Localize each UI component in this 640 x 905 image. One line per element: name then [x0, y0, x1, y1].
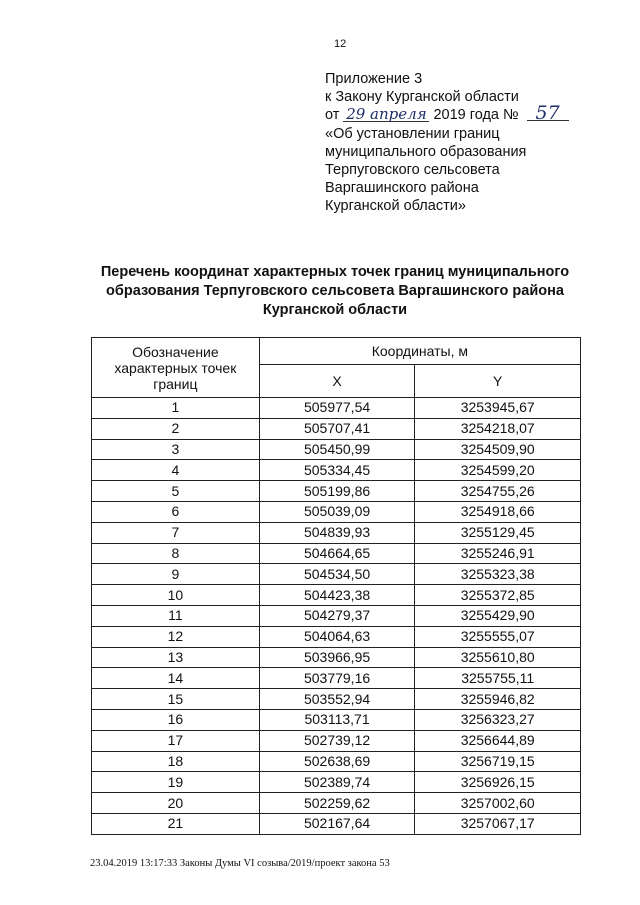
- appendix-header: [325, 70, 605, 216]
- table-row: [92, 439, 581, 460]
- cell-point-number: 19: [92, 772, 260, 793]
- appendix-law-title-4: Варгашинского района: [325, 180, 479, 197]
- cell-y: 3256926,15: [415, 772, 581, 793]
- cell-y: 3255429,90: [415, 605, 581, 626]
- cell-y: 3255323,38: [415, 564, 581, 585]
- table-row: [92, 647, 581, 668]
- table-row: [92, 626, 581, 647]
- cell-y: 3255246,91: [415, 543, 581, 564]
- cell-y: 3254218,07: [415, 418, 581, 439]
- cell-x: 502259,62: [259, 793, 415, 814]
- cell-y: 3255946,82: [415, 689, 581, 710]
- header-coordinates: Координаты, м: [259, 338, 580, 365]
- cell-x: 504423,38: [259, 585, 415, 606]
- appendix-law-ref: к Закону Курганской области: [325, 89, 519, 106]
- table-row: [92, 585, 581, 606]
- table-row: [92, 730, 581, 751]
- table-row: [92, 460, 581, 481]
- cell-y: 3255755,11: [415, 668, 581, 689]
- cell-point-number: 16: [92, 709, 260, 730]
- cell-y: 3257067,17: [415, 813, 581, 834]
- cell-x: 503966,95: [259, 647, 415, 668]
- cell-y: 3254918,66: [415, 501, 581, 522]
- cell-point-number: 12: [92, 626, 260, 647]
- cell-y: 3256323,27: [415, 709, 581, 730]
- cell-y: 3254599,20: [415, 460, 581, 481]
- header-y: Y: [415, 365, 581, 398]
- table-row: [92, 751, 581, 772]
- cell-x: 503779,16: [259, 668, 415, 689]
- coordinates-table: [91, 337, 581, 835]
- cell-point-number: 7: [92, 522, 260, 543]
- cell-point-number: 18: [92, 751, 260, 772]
- table-row: [92, 481, 581, 502]
- cell-x: 505334,45: [259, 460, 415, 481]
- appendix-law-title-5: Курганской области»: [325, 198, 466, 215]
- cell-x: 502389,74: [259, 772, 415, 793]
- appendix-title: Приложение 3: [325, 71, 423, 87]
- cell-point-number: 15: [92, 689, 260, 710]
- table-row: [92, 709, 581, 730]
- table-row: [92, 605, 581, 626]
- table-row: [92, 689, 581, 710]
- cell-y: 3254509,90: [415, 439, 581, 460]
- cell-y: 3255372,85: [415, 585, 581, 606]
- cell-x: 504664,65: [259, 543, 415, 564]
- cell-x: 504534,50: [259, 564, 415, 585]
- cell-point-number: 10: [92, 585, 260, 606]
- cell-x: 505450,99: [259, 439, 415, 460]
- cell-point-number: 11: [92, 605, 260, 626]
- cell-point-number: 5: [92, 481, 260, 502]
- cell-y: 3256719,15: [415, 751, 581, 772]
- table-row: [92, 543, 581, 564]
- cell-point-number: 1: [92, 398, 260, 419]
- handwritten-date: 29 апреля: [343, 107, 429, 122]
- table-row: [92, 522, 581, 543]
- cell-y: 3255129,45: [415, 522, 581, 543]
- cell-x: 505707,41: [259, 418, 415, 439]
- table-row: [92, 501, 581, 522]
- appendix-date-line: [325, 102, 605, 125]
- cell-x: 502638,69: [259, 751, 415, 772]
- cell-point-number: 17: [92, 730, 260, 751]
- cell-point-number: 20: [92, 793, 260, 814]
- cell-y: 3254755,26: [415, 481, 581, 502]
- cell-point-number: 21: [92, 813, 260, 834]
- cell-point-number: 3: [92, 439, 260, 460]
- cell-y: 3257002,60: [415, 793, 581, 814]
- cell-y: 3256644,89: [415, 730, 581, 751]
- date-prefix: от: [325, 107, 340, 124]
- appendix-law-title-3: Терпуговского сельсовета: [325, 162, 500, 179]
- title-line-1: Перечень координат характерных точек границ муниципального: [100, 264, 570, 280]
- cell-x: 504839,93: [259, 522, 415, 543]
- document-title: [70, 263, 600, 320]
- cell-point-number: 8: [92, 543, 260, 564]
- cell-point-number: 13: [92, 647, 260, 668]
- table-row: [92, 564, 581, 585]
- title-line-3: Курганской области: [262, 302, 408, 318]
- cell-x: 503113,71: [259, 709, 415, 730]
- cell-x: 504279,37: [259, 605, 415, 626]
- table-row: [92, 418, 581, 439]
- cell-x: 503552,94: [259, 689, 415, 710]
- appendix-law-title-2: муниципального образования: [325, 143, 527, 160]
- cell-point-number: 9: [92, 564, 260, 585]
- table-row: [92, 668, 581, 689]
- cell-point-number: 2: [92, 418, 260, 439]
- cell-y: 3255610,80: [415, 647, 581, 668]
- cell-x: 504064,63: [259, 626, 415, 647]
- handwritten-law-number: 57: [527, 106, 569, 121]
- cell-x: 505039,09: [259, 501, 415, 522]
- table-row: [92, 772, 581, 793]
- appendix-law-title-1: «Об установлении границ: [325, 125, 500, 142]
- table-row: [92, 793, 581, 814]
- cell-x: 505199,86: [259, 481, 415, 502]
- date-suffix: 2019 года №: [433, 107, 519, 124]
- cell-y: 3255555,07: [415, 626, 581, 647]
- footer-stamp: 23.04.2019 13:17:33 Законы Думы VI созыва/2019/проект закона 53: [90, 858, 390, 869]
- title-line-2: образования Терпуговского сельсовета Варгашинского района: [106, 283, 564, 299]
- cell-x: 505977,54: [259, 398, 415, 419]
- header-x: X: [259, 365, 415, 398]
- table-row: [92, 398, 581, 419]
- cell-point-number: 14: [92, 668, 260, 689]
- cell-y: 3253945,67: [415, 398, 581, 419]
- cell-point-number: 6: [92, 501, 260, 522]
- cell-point-number: 4: [92, 460, 260, 481]
- cell-x: 502167,64: [259, 813, 415, 834]
- header-point-designation: Обозначение характерных точек границ: [92, 338, 260, 398]
- table-row: [92, 813, 581, 834]
- cell-x: 502739,12: [259, 730, 415, 751]
- page-number: 12: [334, 38, 347, 50]
